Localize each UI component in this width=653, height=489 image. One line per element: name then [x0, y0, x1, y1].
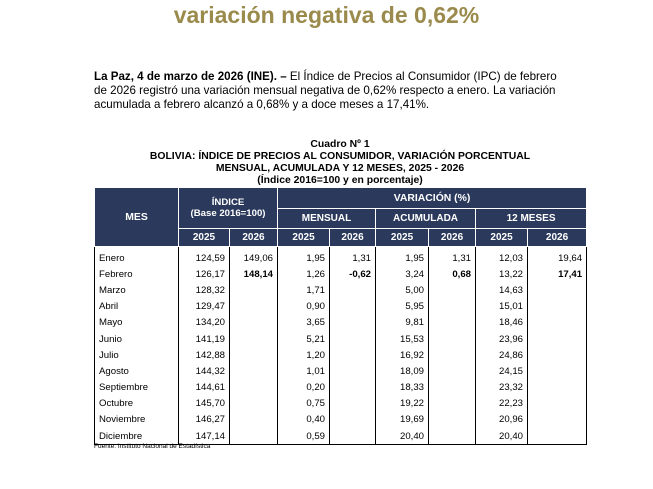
value-cell	[330, 331, 376, 347]
value-cell: 142,88	[179, 347, 230, 363]
month-cell: Marzo	[95, 282, 179, 298]
value-cell: 22,23	[476, 396, 528, 412]
value-cell: 1,95	[376, 247, 429, 267]
value-cell: 23,96	[476, 331, 528, 347]
value-cell: 3,24	[376, 266, 429, 282]
month-cell: Agosto	[95, 363, 179, 379]
value-cell	[528, 331, 587, 347]
value-cell	[528, 315, 587, 331]
value-cell: 149,06	[230, 247, 278, 267]
month-cell: Enero	[95, 247, 179, 267]
table-row	[95, 347, 587, 363]
value-cell	[230, 380, 278, 396]
value-cell: 15,01	[476, 299, 528, 315]
headline: variación negativa de 0,62%	[173, 2, 480, 28]
value-cell: 20,40	[376, 428, 429, 445]
table-row	[95, 299, 587, 315]
value-cell: 5,21	[278, 331, 330, 347]
value-cell: 18,09	[376, 363, 429, 379]
table-row	[95, 266, 587, 282]
value-cell	[330, 315, 376, 331]
value-cell	[330, 396, 376, 412]
value-cell: 13,22	[476, 266, 528, 282]
value-cell	[429, 412, 476, 428]
table-row	[95, 315, 587, 331]
value-cell: 1,31	[330, 247, 376, 267]
value-cell	[330, 412, 376, 428]
ipc-table	[94, 187, 587, 445]
value-cell: 9,81	[376, 315, 429, 331]
col-header-indice	[179, 188, 278, 229]
table-row	[95, 380, 587, 396]
value-cell: 129,47	[179, 299, 230, 315]
year-header: 2025	[476, 229, 528, 247]
year-header: 2026	[330, 229, 376, 247]
value-cell	[230, 282, 278, 298]
value-cell: 0,68	[429, 266, 476, 282]
value-cell: 17,41	[528, 266, 587, 282]
value-cell: 124,59	[179, 247, 230, 267]
value-cell: 20,40	[476, 428, 528, 445]
value-cell	[330, 363, 376, 379]
value-cell: 1,31	[429, 247, 476, 267]
month-cell: Mayo	[95, 315, 179, 331]
value-cell	[429, 299, 476, 315]
value-cell: 18,46	[476, 315, 528, 331]
table-row	[95, 396, 587, 412]
month-cell: Febrero	[95, 266, 179, 282]
value-cell	[528, 380, 587, 396]
indice-base: (Base 2016=100)	[190, 208, 266, 219]
year-header: 2026	[528, 229, 587, 247]
value-cell	[330, 299, 376, 315]
value-cell	[429, 282, 476, 298]
value-cell	[528, 412, 587, 428]
value-cell	[330, 282, 376, 298]
year-header: 2025	[179, 229, 230, 247]
value-cell	[528, 428, 587, 445]
value-cell: 5,00	[376, 282, 429, 298]
table-row	[95, 363, 587, 379]
col-header-mes: MES	[95, 188, 179, 247]
col-header-12-meses: 12 MESES	[476, 209, 587, 229]
value-cell	[429, 363, 476, 379]
value-cell: 0,59	[278, 428, 330, 445]
value-cell	[429, 380, 476, 396]
value-cell: 24,86	[476, 347, 528, 363]
caption-line-3: (Índice 2016=100 y en porcentaje)	[257, 175, 423, 186]
value-cell	[230, 412, 278, 428]
value-cell: 0,40	[278, 412, 330, 428]
year-header: 2026	[230, 229, 278, 247]
value-cell: 1,26	[278, 266, 330, 282]
value-cell	[429, 315, 476, 331]
value-cell	[330, 347, 376, 363]
value-cell: 14,63	[476, 282, 528, 298]
value-cell: 148,14	[230, 266, 278, 282]
caption-number: Cuadro Nº 1	[310, 139, 370, 150]
value-cell: 146,27	[179, 412, 230, 428]
year-header: 2026	[429, 229, 476, 247]
value-cell	[429, 347, 476, 363]
lead-dateline: La Paz, 4 de marzo de 2026 (INE). –	[94, 70, 287, 83]
value-cell	[230, 331, 278, 347]
value-cell	[528, 282, 587, 298]
value-cell	[230, 396, 278, 412]
value-cell: 145,70	[179, 396, 230, 412]
year-header: 2025	[278, 229, 330, 247]
col-header-variacion: VARIACIÓN (%)	[278, 188, 587, 209]
table-row	[95, 247, 587, 267]
col-header-acumulada: ACUMULADA	[376, 209, 476, 229]
value-cell: 147,14	[179, 428, 230, 445]
value-cell	[429, 331, 476, 347]
month-cell: Noviembre	[95, 412, 179, 428]
month-cell: Abril	[95, 299, 179, 315]
value-cell	[330, 428, 376, 445]
year-header: 2025	[376, 229, 429, 247]
value-cell	[528, 363, 587, 379]
value-cell: 1,01	[278, 363, 330, 379]
value-cell	[230, 428, 278, 445]
value-cell: 24,15	[476, 363, 528, 379]
month-cell: Julio	[95, 347, 179, 363]
value-cell: 126,17	[179, 266, 230, 282]
lead-text: El Índice de Precios al Consumidor (IPC) de febrero de 2026 registró una variación mensual negativa de 0,62% respecto a enero. La variación acumulada a febrero alcanzó a 0,68% y a doce meses a 17,41%.	[94, 70, 557, 112]
value-cell	[528, 347, 587, 363]
value-cell: 19,64	[528, 247, 587, 267]
indice-title: ÍNDICE	[211, 197, 245, 208]
value-cell: 1,95	[278, 247, 330, 267]
value-cell: 3,65	[278, 315, 330, 331]
value-cell: 134,20	[179, 315, 230, 331]
value-cell: 1,71	[278, 282, 330, 298]
value-cell	[230, 299, 278, 315]
value-cell: 20,96	[476, 412, 528, 428]
value-cell	[528, 299, 587, 315]
value-cell: 0,20	[278, 380, 330, 396]
caption-line-1: BOLIVIA: ÍNDICE DE PRECIOS AL CONSUMIDOR, VARIACIÓN PORCENTUAL	[149, 151, 531, 162]
month-cell: Octubre	[95, 396, 179, 412]
value-cell: 0,75	[278, 396, 330, 412]
value-cell: 12,03	[476, 247, 528, 267]
value-cell	[429, 396, 476, 412]
value-cell: -0,62	[330, 266, 376, 282]
month-cell: Junio	[95, 331, 179, 347]
value-cell	[230, 347, 278, 363]
value-cell: 15,53	[376, 331, 429, 347]
value-cell: 1,20	[278, 347, 330, 363]
value-cell	[230, 315, 278, 331]
value-cell: 0,90	[278, 299, 330, 315]
caption-line-2: MENSUAL, ACUMULADA Y 12 MESES, 2025 - 2026	[215, 163, 465, 174]
value-cell: 5,95	[376, 299, 429, 315]
value-cell: 16,92	[376, 347, 429, 363]
table-caption	[94, 139, 586, 187]
table-row	[95, 282, 587, 298]
value-cell: 19,22	[376, 396, 429, 412]
value-cell: 23,32	[476, 380, 528, 396]
value-cell	[230, 363, 278, 379]
value-cell: 144,61	[179, 380, 230, 396]
value-cell	[330, 380, 376, 396]
table-row	[95, 331, 587, 347]
lead-paragraph	[94, 70, 572, 113]
value-cell: 128,32	[179, 282, 230, 298]
value-cell: 18,33	[376, 380, 429, 396]
value-cell: 141,19	[179, 331, 230, 347]
col-header-mensual: MENSUAL	[278, 209, 376, 229]
value-cell: 144,32	[179, 363, 230, 379]
source-note: Fuente: Instituto Nacional de Estadística	[94, 443, 211, 450]
month-cell: Diciembre	[95, 428, 179, 445]
value-cell	[528, 396, 587, 412]
month-cell: Septiembre	[95, 380, 179, 396]
value-cell: 19,69	[376, 412, 429, 428]
value-cell	[429, 428, 476, 445]
table-row	[95, 412, 587, 428]
